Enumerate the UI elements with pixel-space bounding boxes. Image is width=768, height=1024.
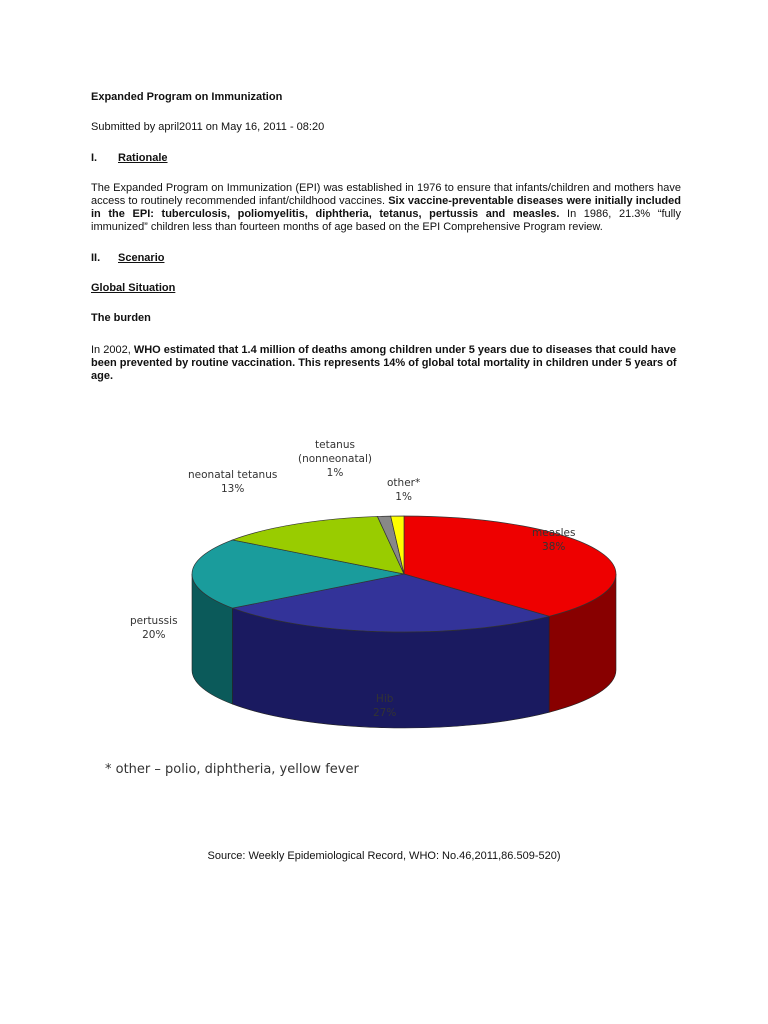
slice-value-label: 20% [142,629,166,641]
paragraph-text: The Expanded Program on Immunization (EPI) was established in 1976 to ensure that infants/children and mothers have access to routinely recommended infant/childhood vaccines. [91,182,681,207]
section-number: I. [91,152,98,164]
slice-label: other* [387,477,421,489]
slice-value-label: 38% [542,541,566,553]
slice-label: pertussis [130,615,178,627]
paragraph-text: In 2002, [91,344,134,356]
section-heading-scenario [91,252,164,265]
slice-label: tetanus (nonneonatal) [297,439,373,465]
section-title: Rationale [118,152,168,164]
label-measles [532,526,575,554]
section-number: II. [91,252,101,264]
burden-paragraph [91,344,691,383]
slice-label: Hib [375,693,394,705]
pie-chart-svg [90,410,682,782]
slice-label: neonatal tetanus [188,469,278,481]
label-hib [373,692,396,720]
slice-value-label: 1% [326,467,344,479]
label-pertussis [130,614,178,642]
paragraph-bold-text: WHO estimated that 1.4 million of deaths among children under 5 years due to diseases that could have been prevented by routine vaccination. This represents 14% of global total mortality in children under 5 years of age. [91,344,677,382]
burden-heading: The burden [91,312,151,324]
slice-label: measles [532,527,576,539]
label-neonatal-tetanus [188,468,277,496]
label-other [387,476,420,504]
slice-value-label: 1% [395,491,412,503]
chart-footnote: * other – polio, diphtheria, yellow fever [105,762,359,777]
document-title: Expanded Program on Immunization [91,91,283,103]
source-citation: Source: Weekly Epidemiological Record, WHO: No.46,2011,86.509-520) [207,850,561,862]
rationale-paragraph [91,182,681,234]
slice-value-label: 27% [373,707,397,719]
global-situation-heading: Global Situation [91,282,176,294]
paragraph-bold-text: Six vaccine-preventable diseases were initially included in the EPI: tuberculosis, poliomyelitis, diphtheria, tetanus, pertussis and measles. [91,195,681,220]
slice-value-label: 13% [221,483,245,495]
label-tetanus-nonneonatal [295,438,375,480]
paragraph-text: In 1986, 21.3% “fully immunized” children less than fourteen months of age based on the EPI Comprehensive Program review. [91,208,681,233]
section-heading-rationale [91,152,168,165]
pie-chart [90,410,682,782]
section-title: Scenario [118,252,165,264]
submitted-line: Submitted by april2011 on May 16, 2011 - 08:20 [91,121,325,133]
